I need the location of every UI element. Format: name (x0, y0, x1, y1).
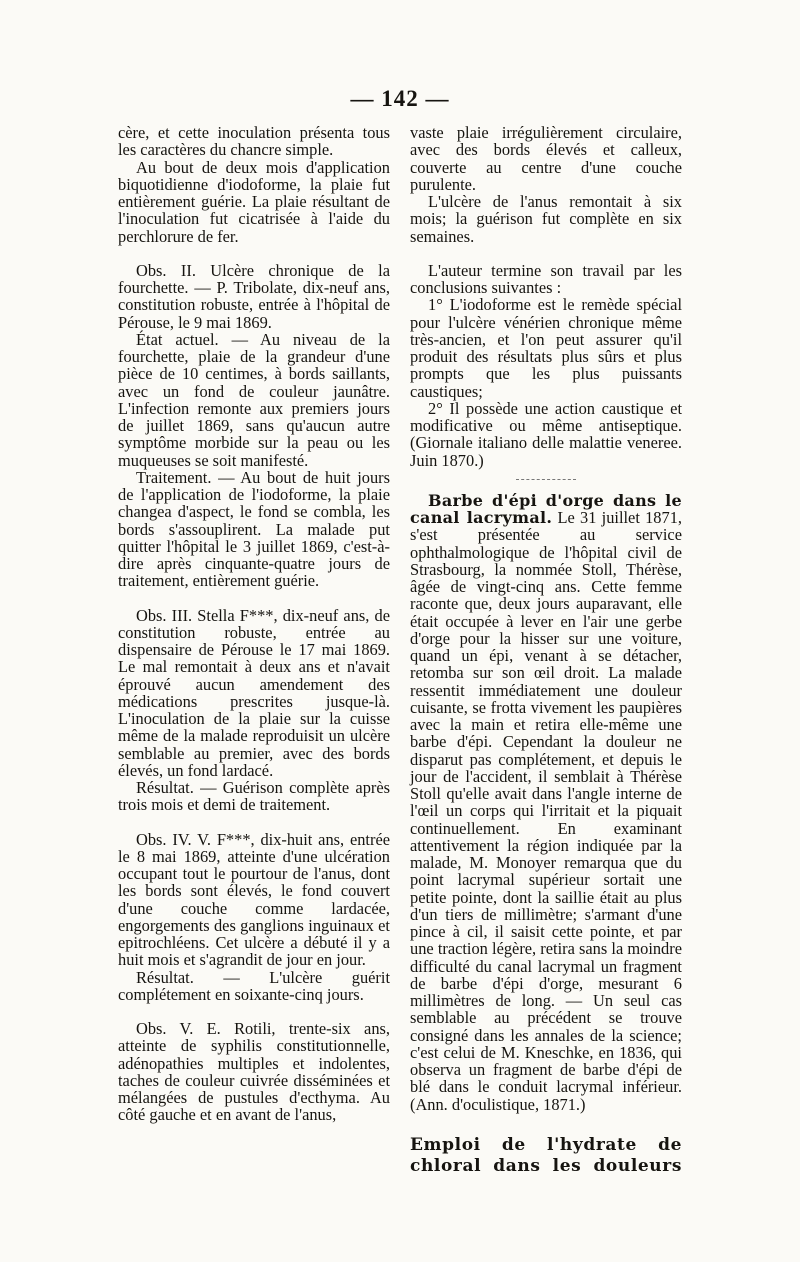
paragraph: Résultat. — L'ulcère guérit complétement en soixante-cinq jours. (118, 967, 390, 1004)
conclusion-1: 1° L'iodoforme est le remède spécial pour l'ulcère vénérien chronique même très-ancien, et l'on peut assurer qu'il produit des résultats plus sûrs et plus prompts que les plus puissants caustiques; (410, 295, 682, 401)
left-column (118, 124, 390, 1124)
observation-3: Obs. III. Stella F***, dix-neuf ans, de constitution robuste, entrée au dispensaire de Pérouse le 17 mai 1869. Le mal remontait à deux ans et n'avait éprouvé aucun amendement des médications prescrites jusque-là. L'inoculation de la plaie sur la cuisse même de la malade reproduisit un ulcère semblable au premier, avec des bords élevés, un fond lardacé. (118, 605, 390, 780)
paragraph: Résultat. — Guérison complète après trois mois et demi de traitement. (118, 778, 390, 815)
article-text: Le 31 juillet 1871, s'est présentée au service ophthalmologique de l'hôpital civil de Strasbourg, la nommée Stoll, Thérèse, âgée de vingt-cinq ans. Cette femme raconte que, deux jours auparavant, elle était occupée à lever en l'air une gerbe d'orge pour la hisser sur une voiture, quand un épi, venant à se détacher, retomba sur son œil droit. La malade ressentit immédiatement une douleur cuisante, se frotta vivement les paupières avec la main et retira elle-même une barbe d'épi. Cependant la douleur ne disparut pas complétement, et depuis le jour de l'accident, il semblait à Thérèse Stoll qu'elle avait dans l'angle interne de l'œil un corps qui l'irritait et la piquait continuellement. En examinant attentivement la région indiquée par la malade, M. Monoyer remarqua que du point lacrymal supérieur sortait une petite pointe, dont la saillie était au plus d'un tiers de millimètre; s'armant d'une pince à cil, il saisit cette pointe, et par une traction légère, retira sans la moindre difficulté du canal lacrymal un fragment de barbe d'épi d'orge, mesurant 6 millimètres de long. — Un seul cas semblable au précédent se trouve consigné dans les annales de la science; c'est celui de M. Kneschke, en 1836, qui observa un fragment de barbe d'épi de blé dans le conduit lacrymal inférieur. (Ann. d'oculistique, 1871.) (410, 508, 682, 1114)
paragraph: Traitement. — Au bout de huit jours de l'application de l'iodoforme, la plaie changea d'aspect, le fond se combla, les bords s'assouplirent. La malade put quitter l'hôpital le 3 juillet 1869, c'est-à-dire après cinquante-quatre jours de traitement, entièrement guérie. (118, 467, 390, 591)
paragraph: cère, et cette inoculation présenta tous les caractères du chancre simple. (118, 123, 390, 160)
next-title-line-1: Emploi de l'hydrate de (410, 1134, 682, 1155)
paragraph: État actuel. — Au niveau de la fourchette, plaie de la grandeur d'une pièce de 10 centimes, à bords saillants, avec un fond de couleur jaunâtre. L'infection remonte aux premiers jours de juillet 1869, sans qu'aucun autre symptôme morbide sur la peau ou les muqueuses se soit manifesté. (118, 329, 390, 470)
paragraph: L'auteur termine son travail par les conclusions suivantes : (410, 260, 682, 297)
next-section-title (410, 1135, 682, 1177)
paragraph: Au bout de deux mois d'application biquotidienne d'iodoforme, la plaie fut entièrement guérie. La plaie résultant de l'inoculation fut cicatrisée à l'aide du perchlorure de fer. (118, 157, 390, 246)
page-number: — 142 — (350, 86, 450, 111)
paragraph: L'ulcère de l'anus remontait à six mois; la guérison fut complète en six semaines. (410, 192, 682, 246)
observation-2-heading: Obs. II. Ulcère chronique de la fourchette. — P. Tribolate, dix-neuf ans, constitution robuste, entrée à l'hôpital de Pérouse, le 9 mai 1869. (118, 260, 390, 332)
next-title-line-2: chloral dans les douleurs (410, 1155, 682, 1176)
conclusion-2: 2° Il possède une action caustique et modificative ou même antiseptique. (Giornale italiano delle malattie veneree. Juin 1870.) (410, 398, 682, 470)
article-paragraph (410, 492, 682, 1113)
paragraph: vaste plaie irrégulièrement circulaire, avec des bords élevés et calleux, couverte au centre d'une couche purulente. (410, 123, 682, 194)
right-column (410, 124, 682, 1177)
observation-5: Obs. V. E. Rotili, trente-six ans, atteinte de syphilis constitutionnelle, adénopathies multiples et indolentes, taches de couleur cuivrée disséminées et mélangées de pustules d'ecthyma. Au côté gauche et en avant de l'anus, (118, 1019, 390, 1125)
divider (516, 479, 576, 480)
section-title: Barbe d'épi d'orge dans le canal lacrymal. (410, 490, 682, 527)
observation-4: Obs. IV. V. F***, dix-huit ans, entrée le 8 mai 1869, atteinte d'une ulcération occupant tout le pourtour de l'anus, dont les bords sont élevés, le fond couvert d'une couche comme lardacée, engorgements des ganglions inguinaux et epitrochléens. Cet ulcère a débuté il y a huit mois et s'agrandit de jour en jour. (118, 829, 390, 970)
